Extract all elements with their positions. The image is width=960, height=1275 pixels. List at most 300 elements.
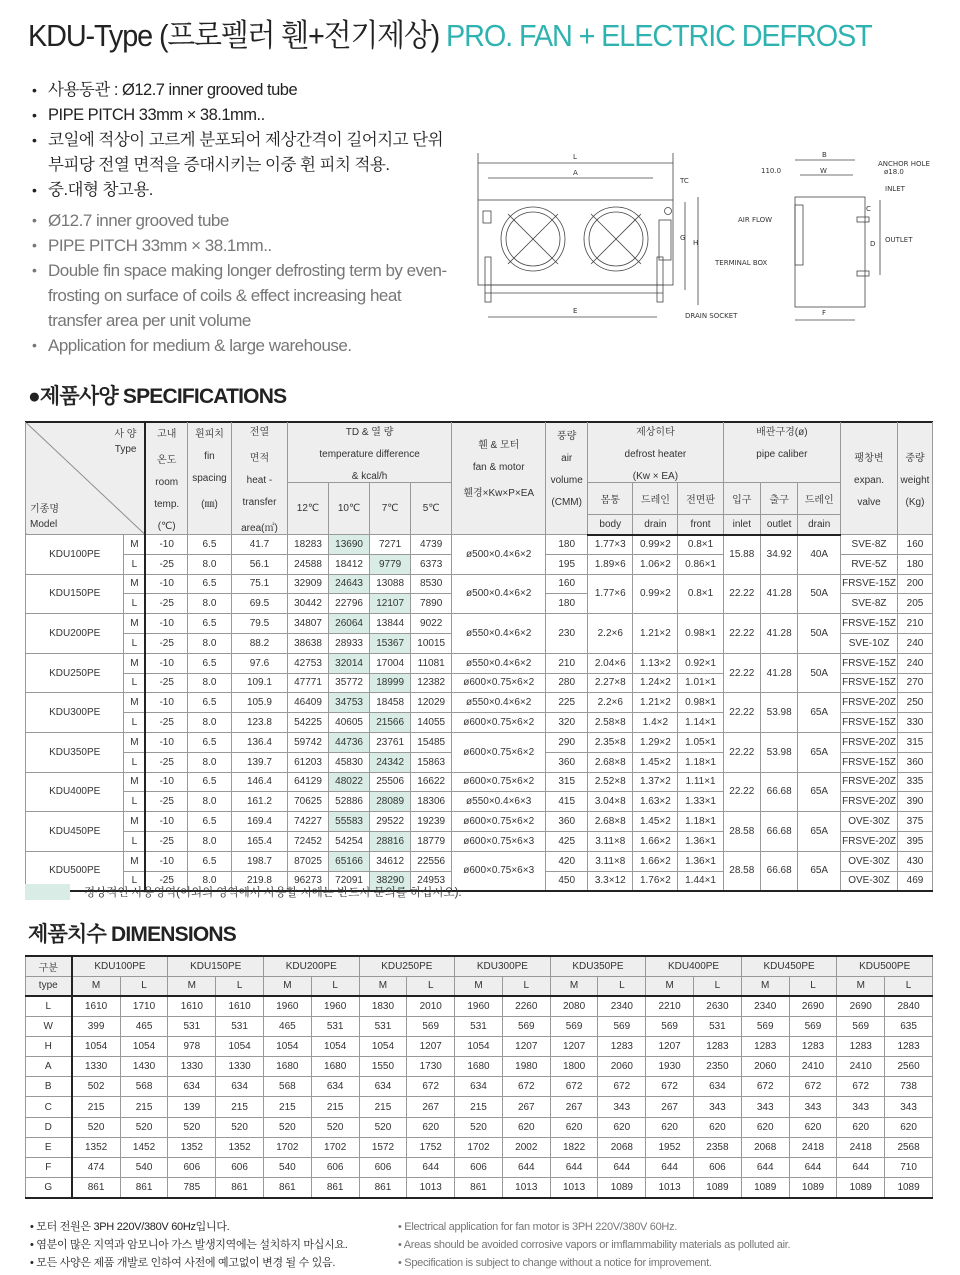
dim-value: 568 (120, 1077, 168, 1097)
dim-value: 215 (359, 1097, 407, 1117)
svg-text:ANCHOR HOLE: ANCHOR HOLE (878, 160, 930, 168)
dim-value: 1960 (455, 996, 503, 1016)
capacity-value: 32014 (329, 653, 370, 673)
weight: 430 (898, 851, 933, 871)
pipe-drain: 50A (798, 574, 841, 614)
dim-value: 520 (264, 1117, 312, 1137)
dim-sub-header: M (455, 976, 503, 996)
model-name: KDU100PE (26, 535, 124, 575)
air-volume: 415 (546, 792, 588, 812)
capacity-value: 54225 (287, 713, 328, 733)
dim-label: G (26, 1178, 72, 1198)
td-10-header: 10℃ (329, 483, 370, 535)
dim-value: 1013 (407, 1178, 455, 1198)
dim-model-header: KDU350PE (550, 956, 646, 976)
dim-value: 861 (264, 1178, 312, 1198)
dim-sub-header: M (72, 976, 121, 996)
dim-value: 1013 (502, 1178, 550, 1198)
dim-value: 620 (598, 1117, 646, 1137)
weight: 270 (898, 673, 933, 693)
dim-value: 1572 (359, 1137, 407, 1157)
type-model-header: 사 양 Type 기종명 Model (26, 422, 146, 535)
td-7-header: 7℃ (370, 483, 411, 535)
feature-item: • PIPE PITCH 33mm × 38.1mm.. (30, 103, 450, 128)
dim-value: 978 (168, 1036, 216, 1056)
expansion-valve: FRSVE-20Z (841, 732, 898, 752)
pipe-drain: 65A (798, 772, 841, 812)
capacity-value: 54254 (329, 831, 370, 851)
dim-value: 1680 (264, 1057, 312, 1077)
dim-value: 1822 (550, 1137, 598, 1157)
dim-value: 215 (311, 1097, 359, 1117)
dim-value: 738 (885, 1077, 933, 1097)
heat-area: 88.2 (231, 633, 287, 653)
dim-value: 620 (407, 1117, 455, 1137)
defrost-body: 1.77×3 (588, 535, 633, 555)
dim-model-header: KDU250PE (359, 956, 455, 976)
dim-value: 2410 (789, 1057, 837, 1077)
spec-row (26, 574, 933, 594)
room-temp-header: 고내 온도 room temp. (℃) (145, 422, 187, 535)
dim-value: 1610 (72, 996, 121, 1016)
capacity-value: 65166 (329, 851, 370, 871)
dim-label: F (26, 1158, 72, 1178)
dim-value: 1800 (550, 1057, 598, 1077)
pipe-inlet: 22.22 (723, 653, 760, 693)
heat-area: 75.1 (231, 574, 287, 594)
notes-korean (30, 1218, 347, 1272)
dim-value: 606 (311, 1158, 359, 1178)
capacity-value: 38290 (370, 871, 411, 891)
room-temp: -25 (145, 713, 187, 733)
dim-value: 634 (168, 1077, 216, 1097)
capacity-value: 42753 (287, 653, 328, 673)
dimensions-title: 제품치수 DIMENSIONS (28, 923, 236, 946)
room-type: L (124, 871, 146, 891)
dim-value: 1207 (502, 1036, 550, 1056)
fin-spacing: 6.5 (187, 535, 231, 555)
heat-area: 139.7 (231, 752, 287, 772)
spec-row (26, 653, 933, 673)
air-volume: 230 (546, 614, 588, 654)
heat-area: 161.2 (231, 792, 287, 812)
capacity-value: 34753 (329, 693, 370, 713)
title-english: PRO. FAN + ELECTRIC DEFROST (446, 18, 872, 53)
dim-value: 672 (646, 1077, 694, 1097)
td-header: TD & 열 량 temperature difference & kcal/h (287, 422, 451, 483)
defrost-body: 2.58×8 (588, 713, 633, 733)
air-volume: 290 (546, 732, 588, 752)
expansion-valve: SVE-10Z (841, 633, 898, 653)
pipe-inlet: 15.88 (723, 535, 760, 575)
pipe-inlet: 28.58 (723, 851, 760, 891)
dim-value: 343 (837, 1097, 885, 1117)
defrost-front: 1.01×1 (678, 673, 723, 693)
heat-area: 69.5 (231, 594, 287, 614)
dim-value: 531 (694, 1016, 742, 1036)
dim-value: 1680 (455, 1057, 503, 1077)
type-header-en: type (26, 976, 72, 996)
room-temp: -10 (145, 812, 187, 832)
weight: 360 (898, 752, 933, 772)
model-name: KDU150PE (26, 574, 124, 614)
svg-text:110.0: 110.0 (761, 167, 782, 175)
dim-value: 2410 (837, 1057, 885, 1077)
capacity-value: 48022 (329, 772, 370, 792)
dim-value: 465 (120, 1016, 168, 1036)
dim-value: 569 (646, 1016, 694, 1036)
dim-value: 620 (885, 1117, 933, 1137)
defrost-drain: 1.63×2 (633, 792, 678, 812)
dim-value: 2418 (837, 1137, 885, 1157)
fan-motor: ø500×0.4×6×2 (452, 574, 546, 614)
feature-item: • PIPE PITCH 33mm × 38.1mm.. (30, 233, 450, 258)
svg-text:B: B (822, 151, 827, 159)
dim-value: 634 (311, 1077, 359, 1097)
capacity-value: 18412 (329, 554, 370, 574)
fin-spacing: 8.0 (187, 594, 231, 614)
dim-row (26, 996, 933, 1016)
dim-value: 1730 (407, 1057, 455, 1077)
dim-value: 531 (216, 1016, 264, 1036)
air-volume: 360 (546, 812, 588, 832)
defrost-body-header: 몸통 (588, 483, 633, 515)
weight-header: 중량 weight (Kg) (898, 422, 933, 535)
dim-value: 1952 (646, 1137, 694, 1157)
fin-spacing: 8.0 (187, 713, 231, 733)
dim-value: 2010 (407, 996, 455, 1016)
capacity-value: 16622 (411, 772, 452, 792)
dim-value: 620 (694, 1117, 742, 1137)
dim-value: 644 (550, 1158, 598, 1178)
dim-value: 343 (598, 1097, 646, 1117)
capacity-value: 72452 (287, 831, 328, 851)
room-temp: -10 (145, 732, 187, 752)
capacity-value: 61203 (287, 752, 328, 772)
capacity-value: 44736 (329, 732, 370, 752)
dim-value: 644 (837, 1158, 885, 1178)
svg-text:E: E (573, 307, 578, 315)
feature-item: • 중.대형 창고용. (30, 178, 450, 203)
air-volume: 225 (546, 693, 588, 713)
dim-row (26, 1057, 933, 1077)
dim-value: 1352 (216, 1137, 264, 1157)
dim-value: 1054 (455, 1036, 503, 1056)
dim-value: 267 (550, 1097, 598, 1117)
dim-value: 1702 (264, 1137, 312, 1157)
dim-value: 1207 (646, 1036, 694, 1056)
capacity-value: 22556 (411, 851, 452, 871)
heat-area-header: 전열 면적 heat - transfer area(㎡) (231, 422, 287, 535)
dim-sub-header: L (885, 976, 933, 996)
air-volume: 160 (546, 574, 588, 594)
dim-value: 606 (359, 1158, 407, 1178)
svg-text:W: W (820, 167, 827, 175)
dim-value: 644 (502, 1158, 550, 1178)
svg-text:G: G (680, 234, 686, 242)
dim-value: 861 (455, 1178, 503, 1198)
dim-sub-header: M (264, 976, 312, 996)
defrost-drain: 1.66×2 (633, 851, 678, 871)
capacity-value: 24588 (287, 554, 328, 574)
dim-sub-header: M (646, 976, 694, 996)
expansion-valve: SVE-8Z (841, 535, 898, 555)
dim-value: 1283 (741, 1036, 789, 1056)
air-volume: 420 (546, 851, 588, 871)
defrost-body: 2.2×6 (588, 614, 633, 654)
dim-sub-header: L (789, 976, 837, 996)
dim-value: 620 (550, 1117, 598, 1137)
fin-spacing: 8.0 (187, 673, 231, 693)
dim-value: 569 (837, 1016, 885, 1036)
room-type: M (124, 693, 146, 713)
air-volume: 180 (546, 594, 588, 614)
room-temp: -10 (145, 535, 187, 555)
room-temp: -25 (145, 554, 187, 574)
dim-value: 2068 (741, 1137, 789, 1157)
dim-value: 343 (885, 1097, 933, 1117)
defrost-front: 0.86×1 (678, 554, 723, 574)
dim-value: 267 (502, 1097, 550, 1117)
dim-value: 1089 (885, 1178, 933, 1198)
dim-value: 569 (550, 1016, 598, 1036)
fin-spacing-header: 휜피치 fin spacing (㎜) (187, 422, 231, 535)
dim-value: 1283 (789, 1036, 837, 1056)
pipe-inlet-header: 입구 (723, 483, 760, 515)
room-temp: -25 (145, 673, 187, 693)
room-type: L (124, 792, 146, 812)
pipe-inlet: 22.22 (723, 732, 760, 772)
note-item: • Electrical application for fan motor is 3PH 220V/380V 60Hz. (398, 1221, 678, 1233)
air-volume: 450 (546, 871, 588, 891)
model-name: KDU250PE (26, 653, 124, 693)
dim-sub-header: M (837, 976, 885, 996)
fin-spacing: 6.5 (187, 812, 231, 832)
dim-value: 1283 (885, 1036, 933, 1056)
defrost-front: 0.98×1 (678, 693, 723, 713)
note-item: • Areas should be avoided corrosive vapors or imflammability materials as polluted air. (398, 1239, 791, 1251)
defrost-front: 1.14×1 (678, 713, 723, 733)
dim-value: 1960 (311, 996, 359, 1016)
dim-value: 215 (455, 1097, 503, 1117)
pipe-drain: 50A (798, 653, 841, 693)
pipe-inlet-header-en: inlet (723, 515, 760, 535)
dim-value: 1610 (168, 996, 216, 1016)
dim-value: 620 (502, 1117, 550, 1137)
dim-value: 606 (694, 1158, 742, 1178)
dim-value: 672 (741, 1077, 789, 1097)
expansion-valve: OVE-30Z (841, 851, 898, 871)
dim-sub-header: M (168, 976, 216, 996)
dim-value: 606 (216, 1158, 264, 1178)
capacity-value: 59742 (287, 732, 328, 752)
page-title (28, 10, 872, 55)
note-item: • 모터 전원은 3PH 220V/380V 60Hz입니다. (30, 1221, 230, 1233)
dim-value: 1054 (72, 1036, 121, 1056)
dim-value: 531 (168, 1016, 216, 1036)
defrost-drain: 1.76×2 (633, 871, 678, 891)
dim-sub-header: L (216, 976, 264, 996)
svg-text:ø18.0: ø18.0 (884, 168, 904, 176)
fin-spacing: 6.5 (187, 772, 231, 792)
dim-value: 520 (72, 1117, 121, 1137)
defrost-front-header: 전면판 (678, 483, 723, 515)
fan-motor: ø600×0.75×6×2 (452, 713, 546, 733)
dim-value: 520 (168, 1117, 216, 1137)
dim-value: 672 (407, 1077, 455, 1097)
dim-model-header: KDU200PE (264, 956, 360, 976)
note-item: • Specification is subject to change without a notice for improvement. (398, 1257, 712, 1269)
room-temp: -25 (145, 752, 187, 772)
capacity-value: 15863 (411, 752, 452, 772)
dim-model-header: KDU500PE (837, 956, 933, 976)
dim-value: 634 (359, 1077, 407, 1097)
dim-value: 861 (359, 1178, 407, 1198)
svg-text:F: F (822, 309, 827, 317)
valve-header: 팽창변 expan. valve (841, 422, 898, 535)
defrost-front: 0.8×1 (678, 574, 723, 614)
heat-area: 136.4 (231, 732, 287, 752)
room-type: L (124, 752, 146, 772)
dim-value: 1930 (646, 1057, 694, 1077)
capacity-value: 7271 (370, 535, 411, 555)
air-volume: 195 (546, 554, 588, 574)
dim-value: 343 (694, 1097, 742, 1117)
model-name: KDU300PE (26, 693, 124, 733)
expansion-valve: FRSVE-20Z (841, 831, 898, 851)
dim-value: 606 (455, 1158, 503, 1178)
spec-row (26, 812, 933, 832)
dim-value: 2568 (885, 1137, 933, 1157)
dim-row (26, 1036, 933, 1056)
defrost-body: 3.04×8 (588, 792, 633, 812)
dim-value: 531 (455, 1016, 503, 1036)
capacity-value: 4739 (411, 535, 452, 555)
dim-sub-header: M (741, 976, 789, 996)
capacity-value: 38638 (287, 633, 328, 653)
defrost-front: 1.36×1 (678, 851, 723, 871)
dim-value: 1330 (168, 1057, 216, 1077)
dim-value: 215 (72, 1097, 121, 1117)
feature-item: • 코일에 적상이 고르게 분포되어 제상간격이 길어지고 단위 부피당 전열 면적을 증대시키는 이중 휜 피치 적용. (30, 128, 450, 178)
dim-value: 2060 (598, 1057, 646, 1077)
room-type: M (124, 653, 146, 673)
capacity-value: 28816 (370, 831, 411, 851)
dim-value: 861 (216, 1178, 264, 1198)
capacity-value: 11081 (411, 653, 452, 673)
model-name: KDU350PE (26, 732, 124, 772)
dim-value: 634 (216, 1077, 264, 1097)
room-temp: -10 (145, 851, 187, 871)
defrost-front: 1.05×1 (678, 732, 723, 752)
expansion-valve: FRSVE-20Z (841, 792, 898, 812)
capacity-value: 24342 (370, 752, 411, 772)
fan-motor: ø600×0.75×6×2 (452, 673, 546, 693)
td-12-header: 12℃ (287, 483, 328, 535)
dim-value: 672 (502, 1077, 550, 1097)
capacity-value: 9779 (370, 554, 411, 574)
room-temp: -10 (145, 574, 187, 594)
defrost-drain: 1.45×2 (633, 812, 678, 832)
capacity-value: 22796 (329, 594, 370, 614)
heat-area: 219.8 (231, 871, 287, 891)
capacity-value: 13088 (370, 574, 411, 594)
weight: 390 (898, 792, 933, 812)
room-type: L (124, 554, 146, 574)
legend (25, 884, 462, 900)
dim-value: 672 (789, 1077, 837, 1097)
defrost-drain: 0.99×2 (633, 574, 678, 614)
pipe-inlet: 22.22 (723, 614, 760, 654)
dim-value: 2690 (789, 996, 837, 1016)
svg-text:INLET: INLET (885, 185, 905, 193)
dim-value: 1452 (120, 1137, 168, 1157)
defrost-drain: 1.13×2 (633, 653, 678, 673)
dim-value: 399 (72, 1016, 121, 1036)
fin-spacing: 8.0 (187, 633, 231, 653)
capacity-value: 55583 (329, 812, 370, 832)
note-item: • 염분이 많은 지역과 암모니아 가스 발생지역에는 설치하지 마십시요. (30, 1239, 348, 1251)
dim-value: 785 (168, 1178, 216, 1198)
front-view (478, 153, 698, 317)
dim-value: 1960 (264, 996, 312, 1016)
dim-sub-header: L (407, 976, 455, 996)
room-type: L (124, 673, 146, 693)
expansion-valve: OVE-30Z (841, 812, 898, 832)
defrost-drain: 1.21×2 (633, 614, 678, 654)
dim-value: 1013 (646, 1178, 694, 1198)
defrost-drain: 1.21×2 (633, 693, 678, 713)
dim-row (26, 1097, 933, 1117)
heat-area: 105.9 (231, 693, 287, 713)
room-temp: -10 (145, 614, 187, 634)
fin-spacing: 8.0 (187, 871, 231, 891)
dim-value: 2350 (694, 1057, 742, 1077)
dim-value: 2068 (598, 1137, 646, 1157)
svg-text:A: A (573, 169, 578, 177)
dim-value: 540 (264, 1158, 312, 1178)
capacity-value: 26064 (329, 614, 370, 634)
fan-motor: ø600×0.75×6×3 (452, 831, 546, 851)
fan-motor: ø550×0.4×6×3 (452, 792, 546, 812)
dim-value: 1013 (550, 1178, 598, 1198)
legend-swatch (25, 884, 70, 900)
fan-motor: ø600×0.75×6×2 (452, 772, 546, 792)
specifications-table (25, 421, 933, 892)
dim-sub-header: L (120, 976, 168, 996)
dim-value: 1089 (789, 1178, 837, 1198)
defrost-body: 2.68×8 (588, 752, 633, 772)
capacity-value: 35772 (329, 673, 370, 693)
room-type: M (124, 851, 146, 871)
dim-model-header: KDU300PE (455, 956, 551, 976)
dim-value: 1089 (741, 1178, 789, 1198)
dim-value: 520 (311, 1117, 359, 1137)
capacity-value: 24643 (329, 574, 370, 594)
room-type: L (124, 633, 146, 653)
defrost-drain: 1.45×2 (633, 752, 678, 772)
dim-value: 267 (407, 1097, 455, 1117)
defrost-front: 0.92×1 (678, 653, 723, 673)
dim-value: 520 (359, 1117, 407, 1137)
heat-area: 198.7 (231, 851, 287, 871)
defrost-body: 1.89×6 (588, 554, 633, 574)
dim-value: 215 (120, 1097, 168, 1117)
heat-area: 79.5 (231, 614, 287, 634)
dim-model-header: KDU150PE (168, 956, 264, 976)
pipe-drain-header-en: drain (798, 515, 841, 535)
dim-value: 1610 (216, 996, 264, 1016)
